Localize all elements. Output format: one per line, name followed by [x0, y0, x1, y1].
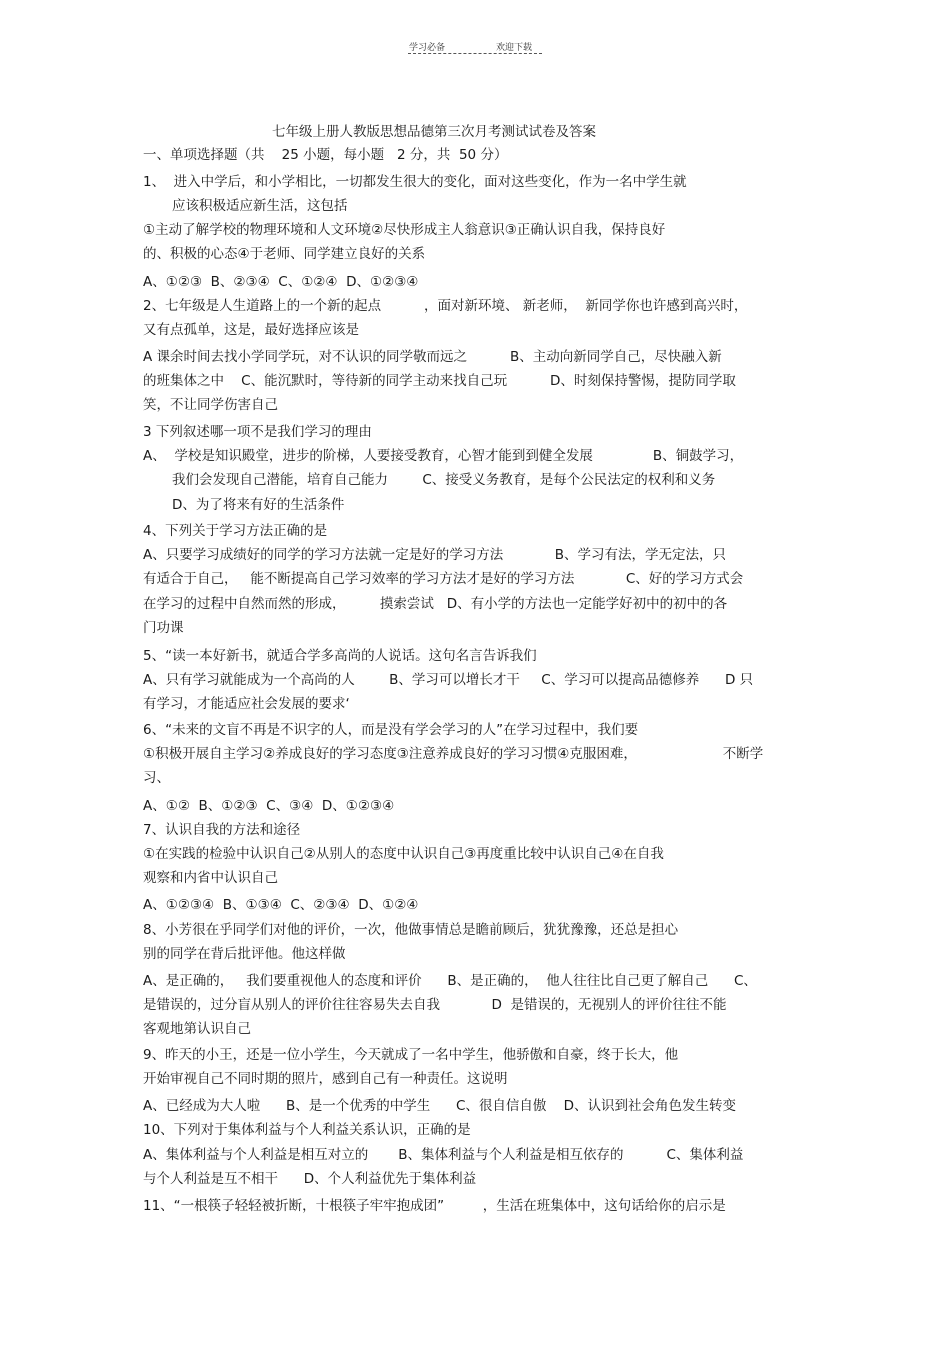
text-line: 1、 进入中学后，和小学相比，一切都发生很大的变化，面对这些变化，作为一名中学生就 [143, 174, 687, 190]
header-right-text: 欢迎下载 [496, 43, 533, 53]
text-line: A、①② B、①②③ C、③④ D、①②③④ [143, 798, 395, 814]
header-left-text: 学习必备 [409, 43, 446, 53]
text-line: 又有点孤单，这是，最好选择应该是 [143, 322, 359, 338]
text-line: A、已经成为大人啦 B、是一个优秀的中学生 C、很自信自傲 D、认识到社会角色发生转变 [143, 1098, 736, 1114]
text-line: 2、七年级是人生道路上的一个新的起点 ，面对新环境、 新老师， 新同学你也许感到高兴时， [143, 298, 748, 314]
text-line: ①积极开展自主学习②养成良好的学习态度③注意养成良好的学习习惯④克服困难， 不断学 [143, 746, 764, 762]
text-line: 一、单项选择题（共 25 小题，每小题 2 分，共 50 分） [143, 147, 508, 163]
text-line: 3 下列叙述哪一项不是我们学习的理由 [143, 424, 372, 440]
text-line: 是错误的，过分盲从别人的评价往往容易失去自我 D 是错误的，无视别人的评价往往不能 [143, 997, 727, 1013]
text-line: 的、积极的心态④于老师、同学建立良好的关系 [143, 246, 426, 262]
text-line: 5、“读一本好新书，就适合学多高尚的人说话。这句名言告诉我们 [143, 648, 537, 664]
page-header [0, 38, 950, 62]
header-divider [408, 53, 542, 54]
text-line: 别的同学在背后批评他。他这样做 [143, 946, 346, 962]
text-line: ①主动了解学校的物理环境和人文环境②尽快形成主人翁意识③正确认识自我，保持良好 [143, 222, 666, 238]
text-line: A、 学校是知识殿堂，进步的阶梯，人要接受教育，心智才能到到健全发展 B、铜鼓学习， [143, 448, 744, 464]
text-line: 6、“未来的文盲不再是不识字的人，而是没有学会学习的人”在学习过程中，我们要 [143, 722, 639, 738]
text-line: 在学习的过程中自然而然的形成， 摸索尝试 D、有小学的方法也一定能学好初中的初中的各 [143, 596, 728, 612]
text-line: 4、下列关于学习方法正确的是 [143, 523, 328, 539]
text-line: 开始审视自己不同时期的照片，感到自己有一种责任。这说明 [143, 1071, 508, 1087]
text-line: 我们会发现自己潜能，培育自己能力 C、接受义务教育，是每个公民法定的权利和义务 [172, 472, 716, 488]
document-title: 七年级上册人教版思想品德第三次月考测试试卷及答案 [272, 124, 596, 140]
text-line: A、①②③ B、②③④ C、①②④ D、①②③④ [143, 274, 419, 290]
text-line: 有适合于自己， 能不断提高自己学习效率的学习方法才是好的学习方法 C、好的学习方式会 [143, 571, 744, 587]
text-line: 观察和内省中认识自己 [143, 870, 278, 886]
text-line: D、为了将来有好的生活条件 [172, 497, 345, 513]
text-line: 习、 [143, 770, 170, 786]
text-line: ①在实践的检验中认识自己②从别人的态度中认识自己③再度重比较中认识自己④在自我 [143, 846, 664, 862]
text-line: 7、认识自我的方法和途径 [143, 822, 301, 838]
text-line: A、是正确的， 我们要重视他人的态度和评价 B、是正确的， 他人往往比自己更了解自己 C、 [143, 973, 757, 989]
text-line: A、只要学习成绩好的同学的学习方法就一定是好的学习方法 B、学习有法，学无定法，只 [143, 547, 726, 563]
text-line: 应该积极适应新生活，这包括 [172, 198, 348, 214]
text-line: 10、下列对于集体利益与个人利益关系认识，正确的是 [143, 1122, 471, 1138]
text-line: 有学习，才能适应社会发展的要求‘ [143, 696, 350, 712]
text-line: A 课余时间去找小学同学玩，对不认识的同学敬而远之 B、主动向新同学自己，尽快融入新 [143, 349, 722, 365]
text-line: 的班集体之中 C、能沉默时，等待新的同学主动来找自己玩 D、时刻保持警惕，提防同学取 [143, 373, 736, 389]
text-line: 客观地第认识自己 [143, 1021, 251, 1037]
text-line: 8、小芳很在乎同学们对他的评价，一次，他做事情总是瞻前顾后，犹犹豫豫，还总是担心 [143, 922, 679, 938]
text-line: 门功课 [143, 620, 184, 636]
text-line: A、①②③④ B、①③④ C、②③④ D、①②④ [143, 897, 419, 913]
text-line: 与个人利益是互不相干 D、个人利益优先于集体利益 [143, 1171, 477, 1187]
text-line: 11、“一根筷子轻轻被折断，十根筷子牢牢抱成团” ，生活在班集体中，这句话给你的启示是 [143, 1198, 726, 1214]
text-line: 笑，不让同学伤害自己 [143, 397, 278, 413]
text-line: 9、昨天的小王，还是一位小学生，今天就成了一名中学生，他骄傲和自豪，终于长大，他 [143, 1047, 679, 1063]
text-line: A、集体利益与个人利益是相互对立的 B、集体利益与个人利益是相互依存的 C、集体利益 [143, 1147, 744, 1163]
text-line: A、只有学习就能成为一个高尚的人 B、学习可以增长才干 C、学习可以提高品德修养 D 只 [143, 672, 754, 688]
